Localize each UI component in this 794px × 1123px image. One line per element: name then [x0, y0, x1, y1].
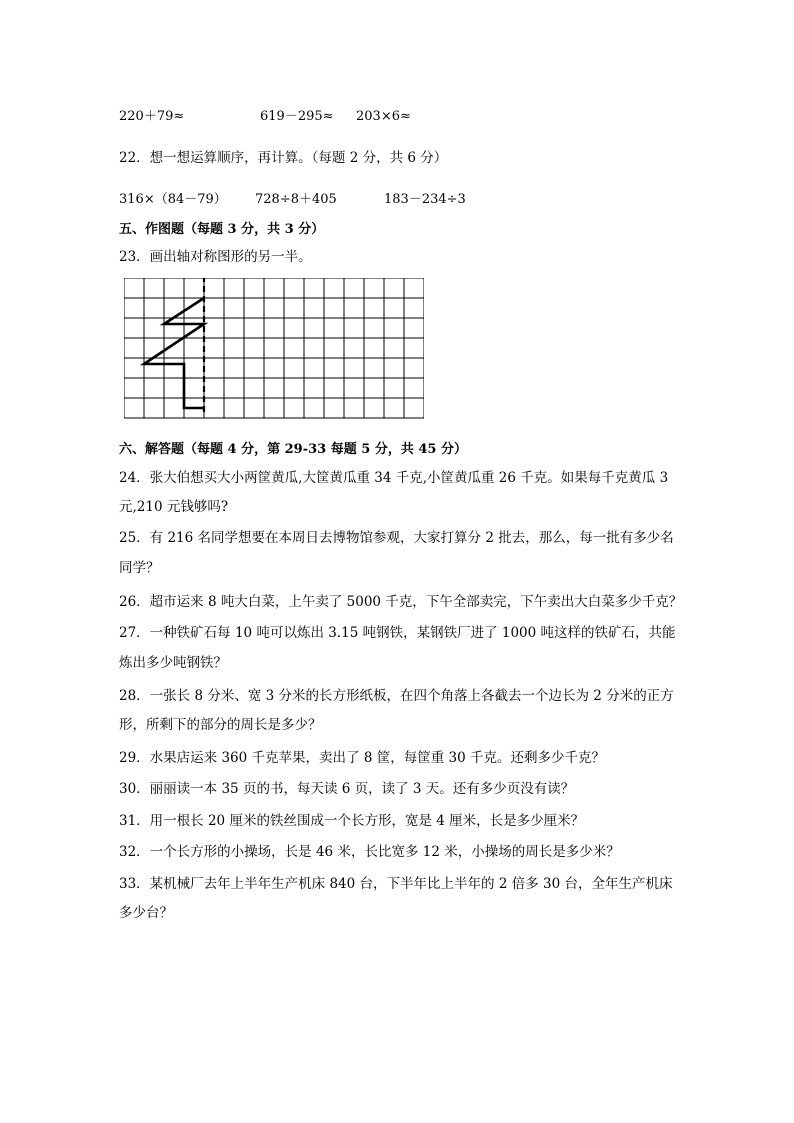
question-25-line-2: 同学？	[119, 560, 160, 576]
section-6-title: 六、解答题（每题 4 分，第 29-33 每题 5 分，共 45 分）	[119, 442, 467, 457]
half-figure	[144, 298, 204, 408]
question-27-line-2: 炼出多少吨钢铁？	[119, 655, 227, 671]
question-24-line-1: 24．张大伯想买大小两筐黄瓜,大筐黄瓜重 34 千克,小筐黄瓜重 26 千克。如果每千克黄瓜 3	[119, 470, 669, 486]
question-33-line-2: 多少台？	[119, 905, 173, 921]
estimate-item: 220＋79≈	[119, 109, 185, 124]
question-28-line-1: 28．一张长 8 分米、宽 3 分米的长方形纸板，在四个角落上各截去一个边长为 2 分米的正方	[119, 688, 674, 704]
question-29: 29．水果店运来 360 千克苹果，卖出了 8 筐，每筐重 30 千克。还剩多少千克？	[119, 750, 605, 766]
estimate-item: 619－295≈	[260, 109, 334, 124]
symmetry-grid	[124, 278, 424, 434]
calc-item: 183－234÷3	[384, 192, 466, 207]
symmetry-grid-svg	[124, 278, 424, 430]
question-30: 30．丽丽读一本 35 页的书，每天读 6 页，读了 3 天。还有多少页没有读？	[119, 781, 575, 797]
calc-item: 728÷8＋405	[255, 192, 337, 207]
section-5-title: 五、作图题（每题 3 分，共 3 分）	[119, 222, 325, 237]
question-24-line-2: 元,210 元钱够吗?	[119, 499, 229, 515]
question-28-line-2: 形，所剩下的部分的周长是多少？	[119, 717, 322, 733]
question-32: 32．一个长方形的小操场，长是 46 米，长比宽多 12 米，小操场的周长是多少米？	[119, 844, 620, 860]
calc-item: 316×（84－79）	[119, 192, 227, 207]
question-23: 23．画出轴对称图形的另一半。	[119, 249, 312, 265]
question-31: 31．用一根长 20 厘米的铁丝围成一个长方形，宽是 4 厘米，长是多少厘米？	[119, 813, 585, 829]
question-27-line-1: 27．一种铁矿石每 10 吨可以炼出 3.15 吨钢铁，某钢铁厂进了 1000 吨这样的铁矿石，共能	[119, 625, 676, 641]
estimate-item: 203×6≈	[356, 109, 411, 124]
question-33-line-1: 33．某机械厂去年上半年生产机床 840 台，下半年比上半年的 2 倍多 30 台，全年生产机床	[119, 876, 673, 892]
question-26: 26．超市运来 8 吨大白菜，上午卖了 5000 千克，下午全部卖完，下午卖出大白菜多少千克？	[119, 594, 683, 610]
question-22-title: 22．想一想运算顺序，再计算。（每题 2 分，共 6 分）	[119, 150, 448, 166]
question-25-line-1: 25．有 216 名同学想要在本周日去博物馆参观，大家打算分 2 批去，那么，每一批有多少名	[119, 530, 674, 546]
